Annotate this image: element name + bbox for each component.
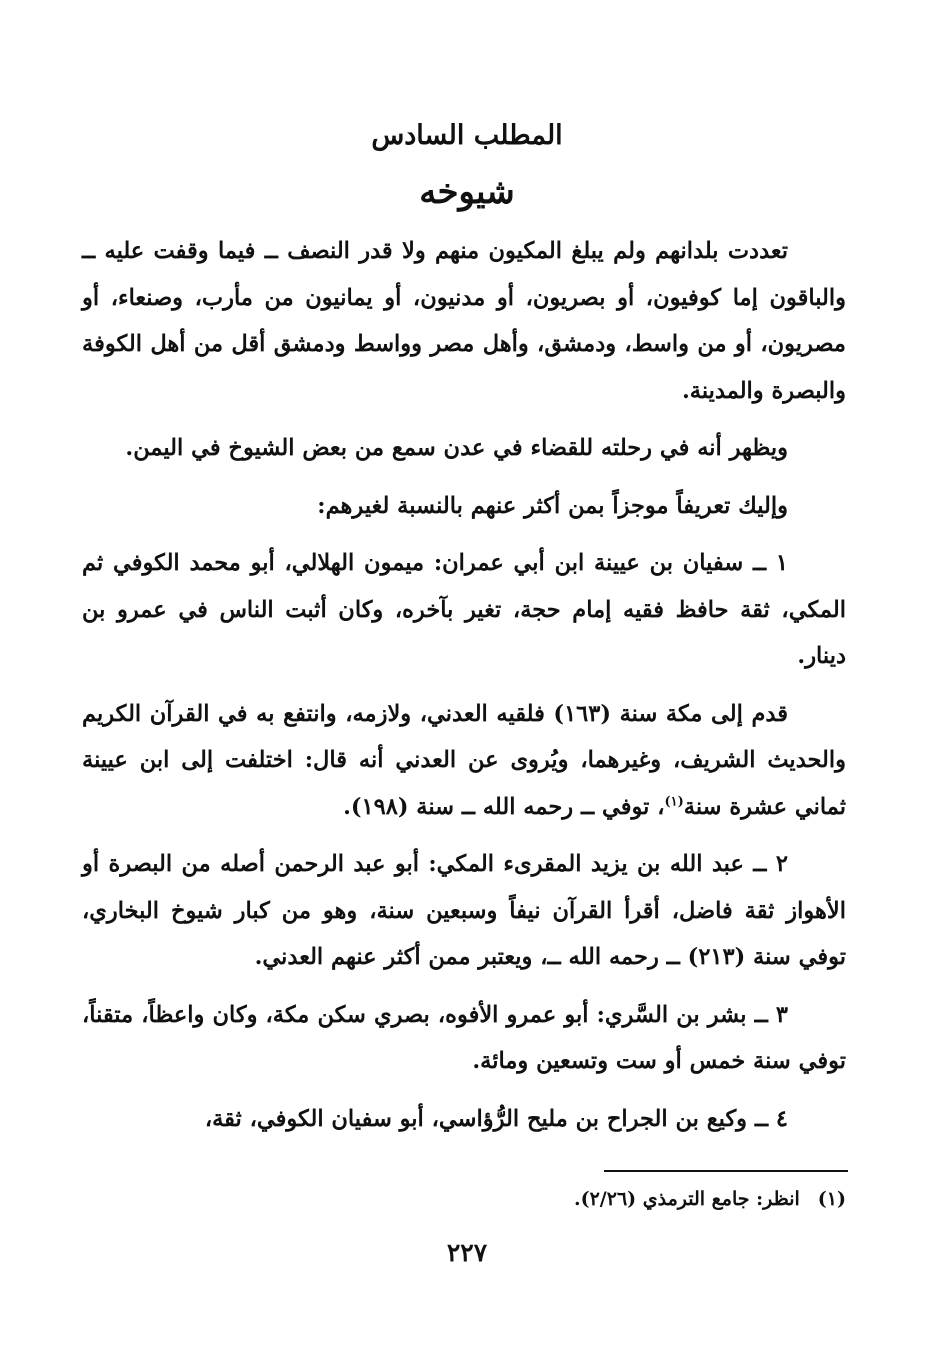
paragraph-entry-3: ٣ ــ بشر بن السَّري: أبو عمرو الأفوه، بصري سكن مكة، وكان واعظاً، متقناً، توفي سنة خمس أو ست وتسعين ومائة. — [82, 1001, 846, 1074]
paragraph-text-before-note: قدم إلى مكة سنة (١٦٣) فلقيه العدني، ولازمه، وانتفع به في القرآن الكريم والحديث الشريف، وغيرهما، ويُروى عن العدني أنه قال: اختلفت إلى ابن عيينة ثماني عشرة سنة — [82, 700, 846, 820]
paragraph-entry-2: ٢ ــ عبد الله بن يزيد المقرىء المكي: أبو عبد الرحمن أصله من البصرة أو الأهواز ثقة فاضل، أقرأ القرآن نيفاً وسبعين سنة، وهو من كبار شيوخ البخاري، توفي سنة (٢١٣) ــ رحمه الله ــ، ويعتبر ممن أكثر عنهم العدني. — [82, 851, 846, 970]
footnote-reference[interactable]: (١) — [664, 794, 684, 809]
footnote-divider — [604, 1170, 848, 1172]
footnote — [82, 1182, 846, 1216]
paragraph-yemen: ويظهر أنه في رحلته للقضاء في عدن سمع من بعض الشيوخ في اليمن. — [125, 435, 788, 461]
footnote-text: انظر: جامع الترمذي (٢/٢٦). — [573, 1188, 800, 1210]
paragraph-entry-4: ٤ ــ وكيع بن الجراح بن مليح الرُّؤاسي، أبو سفيان الكوفي، ثقة، — [204, 1105, 788, 1132]
section-title: المطلب السادس — [371, 120, 563, 151]
paragraph-lead-in: وإليك تعريفاً موجزاً بمن أكثر عنهم بالنسبة لغيرهم: — [317, 492, 788, 519]
paragraph-entry-1: ١ ــ سفيان بن عيينة ابن أبي عمران: ميمون الهلالي، أبو محمد الكوفي ثم المكي، ثقة حافظ فقيه إمام حجة، تغير بآخره، وكان أثبت الناس في عمرو بن دينار. — [82, 550, 846, 669]
paragraph-entry-1-continued — [82, 691, 846, 831]
page-number: ٢٢٧ — [446, 1238, 488, 1267]
section-subtitle: شيوخه — [419, 172, 515, 212]
paragraph-text-after-note: ، توفي ــ رحمه الله ــ سنة (١٩٨). — [343, 793, 665, 820]
paragraph-intro: تعددت بلدانهم ولم يبلغ المكيون منهم ولا قدر النصف ــ فيما وقفت عليه ــ والباقون إما كوفيون، أو بصريون، أو مدنيون، أو يمانيون من مأرب، وصنعاء، أو مصريون، أو من واسط، ودمشق، وأهل مصر وواسط ودمشق أقل من أهل الكوفة والبصرة والمدينة. — [82, 238, 846, 404]
footnote-number: (١) — [817, 1188, 846, 1210]
body-text — [82, 228, 846, 1142]
